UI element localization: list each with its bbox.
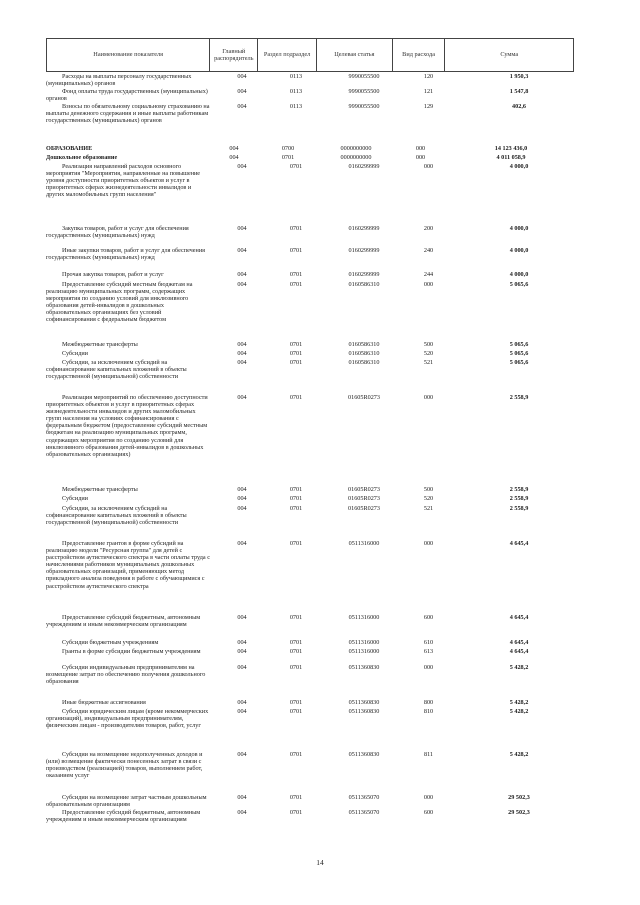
row-gr: 004 [237,495,247,502]
row-sum: 2 558,9 [509,495,529,502]
row-vr: 000 [415,145,426,152]
row-sum: 4 645,4 [509,540,529,547]
row-sum: 29 502,3 [508,794,530,801]
row-gr: 004 [237,751,247,758]
row-vr: 000 [423,664,434,671]
row-cs: 0000000000 [340,154,372,161]
row-name: Межбюджетные трансферты [62,486,138,493]
row-name: Субсидии, за исключением субсидий на софинансирование капитальных вложений в объекты государственной (муниципальной) собственности [46,505,187,527]
row-vr: 000 [423,540,434,547]
row-gr: 004 [237,271,247,278]
row-vr: 244 [423,271,434,278]
row-sum: 2 558,9 [509,486,529,493]
row-vr: 521 [423,359,434,366]
row-name: Гранты в форме субсидии бюджетным учреждениям [62,648,201,655]
row-sum: 5 065,6 [509,341,529,348]
page-number: 14 [316,858,324,867]
row-sum: 5 065,6 [509,281,529,288]
row-rz: 0701 [289,359,303,366]
row-name: Предоставление грантов в форме субсидий на реализацию модели "Ресурсная группа" для детей с расстройством аутистического спектра в части оплаты труда с начислениями работников муниципальных дошкольных образовательных организаций, применяющих метод прикладного анализа поведения в работе с обучающимися с расстройством аутистического спектра [46,540,210,590]
row-gr: 004 [237,359,247,366]
row-sum: 4 011 058,9 [496,154,526,161]
row-rz: 0701 [289,341,303,348]
row-name: Иные бюджетные ассигнования [62,699,146,706]
row-cs: 0160299999 [348,163,380,170]
row-cs: 0511316000 [348,614,380,621]
row-gr: 004 [237,394,247,401]
row-gr: 004 [237,486,247,493]
row-sum: 29 502,3 [508,809,530,816]
row-sum: 4 645,4 [509,614,529,621]
row-sum: 402,6 [512,103,526,110]
row-rz: 0113 [289,73,303,80]
row-rz: 0701 [289,225,303,232]
row-name: Расходы на выплаты персоналу государственных (муниципальных) органов [46,73,192,88]
header-name: Наименование показателя [47,39,210,71]
row-cs: 01605R0273 [348,394,380,401]
row-cs: 0511360830 [348,708,380,715]
row-cs: 0160299999 [348,225,380,232]
row-sum: 4 000,0 [509,247,529,254]
row-rz: 0700 [281,145,295,152]
row-vr: 000 [423,394,434,401]
row-gr: 004 [229,145,239,152]
row-cs: 0000000000 [340,145,372,152]
row-rz: 0701 [289,540,303,547]
row-vr: 000 [423,163,434,170]
row-cs: 0511365070 [348,809,380,816]
row-name: Субсидии на возмещение затрат частным дошкольным образовательным организациям [46,794,207,809]
table-header [46,38,574,72]
header-sum: Сумма [500,51,519,59]
row-name: Межбюджетные трансферты [62,341,138,348]
row-vr: 000 [415,154,426,161]
row-rz: 0701 [289,639,303,646]
row-vr: 610 [423,639,434,646]
row-rz: 0701 [289,751,303,758]
row-gr: 004 [237,281,247,288]
row-rz: 0701 [281,154,295,161]
header-chief-manager: Главный распорядитель [210,39,258,71]
row-name: Субсидии [62,350,88,357]
row-vr: 810 [423,708,434,715]
row-gr: 004 [237,505,247,512]
row-cs: 0511365070 [348,794,380,801]
row-gr: 004 [237,614,247,621]
row-cs: 9990055500 [348,103,380,110]
row-name: Иные закупки товаров, работ и услуг для обеспечения государственных (муниципальных) нужд [46,247,205,262]
row-rz: 0701 [289,708,303,715]
row-vr: 600 [423,809,434,816]
row-name: Субсидии индивидуальным предпринимателям на возмещение затрат по обеспечению получения дошкольного образования [46,664,206,686]
row-name: Предоставление субсидий бюджетным, автономным учреждениям и иным некоммерческим организациям [46,809,201,824]
row-vr: 811 [423,751,434,758]
row-cs: 01605R0273 [348,495,380,502]
row-sum: 1 547,8 [509,88,529,95]
row-cs: 0511316000 [348,540,380,547]
row-cs: 0160586310 [348,359,380,366]
row-sum: 4 000,0 [509,163,529,170]
row-sum: 5 065,6 [509,359,529,366]
row-vr: 600 [423,614,434,621]
header-expense-type: Вид расхода [393,39,446,71]
row-gr: 004 [237,708,247,715]
row-name: Предоставление субсидий местным бюджетам на реализацию муниципальных программ, содержащих мероприятия по созданию условий для инклюзивного образования детей-инвалидов в дошкольных образовательных организациях без условий софинансирования с федеральным бюджетом [46,281,193,324]
row-name: Субсидии на возмещение недополученных доходов и (или) возмещение фактически понесенных затрат в связи с производством (реализацией) товаров, выполнением работ, оказанием услуг [46,751,203,780]
row-name: Предоставление субсидий бюджетным, автономным учреждениям и иным некоммерческим организациям [46,614,201,629]
row-gr: 004 [237,341,247,348]
row-cs: 01605R0273 [348,486,380,493]
row-sum: 5 428,2 [509,699,529,706]
header-section: Раздел подраздел [258,39,317,71]
row-name: Взносы по обязательному социальному страхованию на выплаты денежного содержания и иные выплаты работникам государственных (муниципальных) органов [46,103,210,125]
row-vr: 613 [423,648,434,655]
row-vr: 120 [423,73,434,80]
row-rz: 0701 [289,495,303,502]
row-gr: 004 [237,699,247,706]
row-sum: 5 428,2 [509,664,529,671]
row-cs: 0511360830 [348,751,380,758]
row-sum: 5 065,6 [509,350,529,357]
row-name: Реализация мероприятий по обеспечению доступности приоритетных объектов и услуг в приоритетных сферах жизнедеятельности инвалидов и других маломобильных групп населения на условиях софинансирования с федеральным бюджетом (предоставление субсидий местным бюджетам на реализацию муниципальных программ, содержащих мероприятия по созданию условий для инклюзивного образования детей-инвалидов в дошкольных образовательных организациях) [46,394,208,458]
row-name: Прочая закупка товаров, работ и услуг [62,271,164,278]
row-vr: 000 [423,281,434,288]
row-cs: 0511316000 [348,639,380,646]
row-gr: 004 [237,809,247,816]
row-sum: 4 000,0 [509,271,529,278]
row-cs: 9990055500 [348,73,380,80]
row-cs: 0511360830 [348,699,380,706]
row-name: Субсидии [62,495,88,502]
row-cs: 0160299999 [348,271,380,278]
row-sum: 2 558,9 [509,394,529,401]
row-gr: 004 [237,163,247,170]
row-sum: 4 645,4 [509,648,529,655]
row-gr: 004 [237,247,247,254]
row-vr: 520 [423,350,434,357]
row-vr: 000 [423,794,434,801]
row-rz: 0701 [289,699,303,706]
row-sum: 4 645,4 [509,639,529,646]
row-vr: 121 [423,88,434,95]
row-vr: 800 [423,699,434,706]
row-rz: 0113 [289,88,303,95]
row-rz: 0701 [289,350,303,357]
row-vr: 520 [423,495,434,502]
row-name: Закупка товаров, работ и услуг для обеспечения государственных (муниципальных) нужд [46,225,189,240]
row-name: Реализация направлений расходов основного мероприятия "Мероприятия, направленные на повышение уровня доступности приоритетных объектов и услуг в приоритетных сферах жизнедеятельности инвалидов и других маломобильных групп населения" [46,163,201,199]
row-cs: 0160586310 [348,350,380,357]
row-vr: 240 [423,247,434,254]
row-rz: 0701 [289,648,303,655]
row-cs: 9990055500 [348,88,380,95]
row-vr: 521 [423,505,434,512]
row-sum: 1 950,3 [509,73,529,80]
row-rz: 0701 [289,394,303,401]
row-cs: 0160299999 [348,247,380,254]
row-vr: 500 [423,341,434,348]
row-cs: 0511360830 [348,664,380,671]
row-rz: 0701 [289,809,303,816]
row-name: Субсидии, за исключением субсидий на софинансирование капитальных вложений в объекты государственной (муниципальной) собственности [46,359,187,381]
row-vr: 200 [423,225,434,232]
row-rz: 0113 [289,103,303,110]
row-name: Фонд оплаты труда государственных (муниципальных) органов [46,88,208,103]
row-rz: 0701 [289,271,303,278]
row-gr: 004 [237,664,247,671]
row-gr: 004 [237,639,247,646]
row-rz: 0701 [289,281,303,288]
row-gr: 004 [229,154,239,161]
row-name: ОБРАЗОВАНИЕ [46,145,93,152]
row-gr: 004 [237,88,247,95]
row-rz: 0701 [289,664,303,671]
row-gr: 004 [237,540,247,547]
row-vr: 500 [423,486,434,493]
row-cs: 0160586310 [348,341,380,348]
row-rz: 0701 [289,163,303,170]
row-gr: 004 [237,225,247,232]
row-name: Дошкольное образование [46,154,118,161]
row-cs: 01605R0273 [348,505,380,512]
row-rz: 0701 [289,794,303,801]
row-rz: 0701 [289,505,303,512]
row-vr: 129 [423,103,434,110]
row-gr: 004 [237,794,247,801]
row-gr: 004 [237,103,247,110]
row-rz: 0701 [289,614,303,621]
header-target-article: Целевая статья [317,39,393,71]
row-sum: 14 123 436,0 [494,145,528,152]
row-cs: 0160586310 [348,281,380,288]
row-gr: 004 [237,73,247,80]
row-name: Субсидии юридическим лицам (кроме некоммерческих организаций), индивидуальным предпринимателям, физическим лицам - производителям товаров, работ, услуг [46,708,209,730]
row-gr: 004 [237,350,247,357]
row-sum: 5 428,2 [509,751,529,758]
row-sum: 5 428,2 [509,708,529,715]
row-sum: 2 558,9 [509,505,529,512]
row-rz: 0701 [289,486,303,493]
row-name: Субсидии бюджетным учреждениям [62,639,159,646]
row-cs: 0511316000 [348,648,380,655]
row-gr: 004 [237,648,247,655]
row-sum: 4 000,0 [509,225,529,232]
row-rz: 0701 [289,247,303,254]
